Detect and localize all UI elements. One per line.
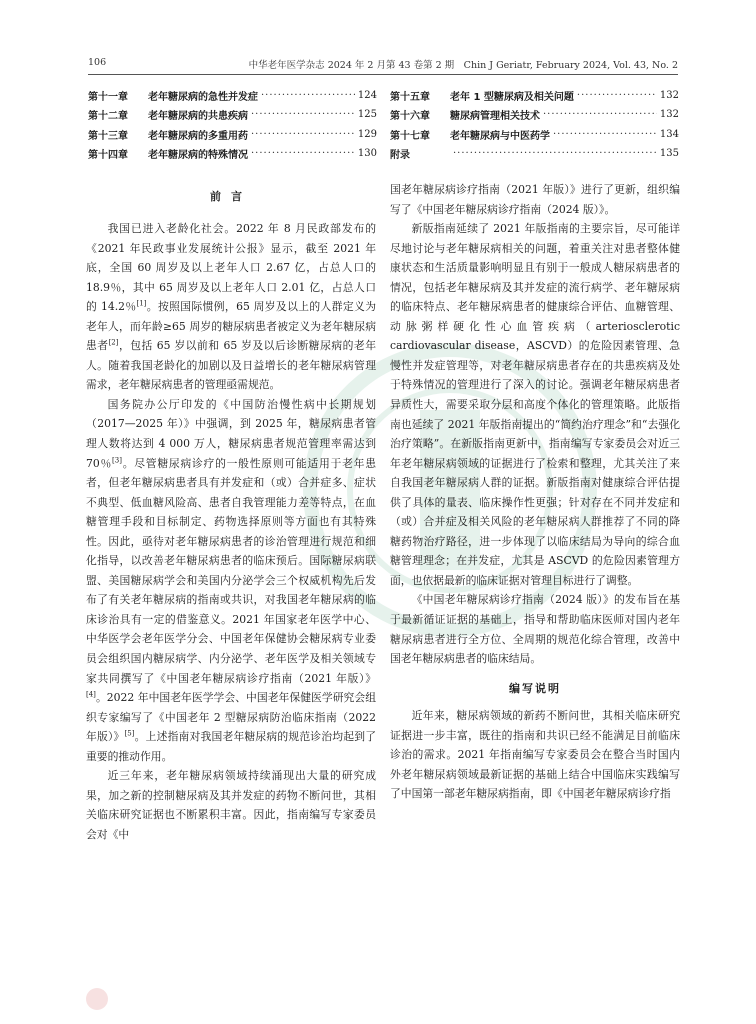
preface-paragraph: 近三年来，老年糖尿病领域持续涌现出大量的研究成果，加之新的控制糖尿病及其并发症的药物不断问世，其相关临床研究证据也不断累积丰富。因此，指南编写专家委员会对《中 [86,769,376,841]
toc-chapter: 第十一章 [88,92,128,104]
toc-leader [261,90,355,101]
toc-leader [543,109,657,120]
writing-notes-paragraph: 近年来，糖尿病领域的新药不断问世，其相关临床研究证据进一步丰富，既往的指南和共识已经不能满足目前临床诊治的需求。2021 年指南编写专家委员会在整合当时国内外老年糖尿病领域最新证据的基础上结合中国临床实践编写了中国第一部老年糖尿病指南，即《中国老年糖尿病诊疗指 [390,709,680,801]
toc-chapter: 第十七章 [390,130,430,142]
toc-leader [577,90,657,101]
toc-right-column [390,86,679,163]
toc-entry [88,144,377,163]
toc-chapter: 第十五章 [390,92,430,104]
toc-chapter: 第十六章 [390,111,430,123]
toc-entry [88,86,377,105]
preface-paragraph: 新版指南延续了 2021 年版指南的主要宗旨，尽可能详尽地讨论与老年糖尿病相关的问题，着重关注对患者整体健康状态和生活质量影响明显且有别于一般成人糖尿病患者的情况，包括老年糖尿病及其并发症的流行病学、老年糖尿病的临床特点、老年糖尿病患者的健康综合评估、血糖管理、动脉粥样硬化性心血管疾病（arteriosclerotic cardiovascular disease，ASCVD）的危险因素管理、急慢性并发症管理等，对老年糖尿病患者存在的共患疾病及处于特殊情况的管理进行了深入的讨论。强调老年糖尿病患者异质性大，需要采取分层和高度个体化的管理策略。此版指南也延续了 2021 年版指南提出的“简约治疗理念”和“去强化治疗策略”。在新版指南更新中，指南编写专家委员会对近三年老年糖尿病领域的证据进行了检索和整理，尤其关注了来自我国老年糖尿病人群的证据。新版指南对健康综合评估提供了具体的量表、临床操作性更强；针对存在不同并发症和（或）合并症及相关风险的老年糖尿病人群推荐了不同的降糖药物治疗路径，进一步体现了以临床结局为导向的综合血糖管理理念；在并发症，尤其是 ASCVD 的危险因素管理方面，也依据最新的临床证据对管理目标进行了调整。 [390,222,680,587]
toc-chapter: 第十四章 [88,150,128,162]
toc-title: 老年糖尿病的多重用药 [148,130,248,142]
toc-page: 124 [357,90,377,102]
page-number: 106 [88,57,107,68]
preface-paragraph-continued: 国老年糖尿病诊疗指南（2021 年版）》进行了更新，组织编写了《中国老年糖尿病诊疗指南（2024 版）》。 [390,183,680,216]
toc-chapter: 附录 [390,150,410,162]
citation-ref: [4] [86,690,96,699]
toc-title: 糖尿病管理相关技术 [450,111,540,123]
publisher-logo [86,988,306,1012]
toc-title: 老年糖尿病的共患疾病 [148,111,248,123]
toc-page: 134 [659,128,679,140]
toc-chapter: 第十二章 [88,111,128,123]
toc-leader [251,109,355,120]
toc-entry [88,105,377,124]
toc-entry [390,144,679,163]
right-text-column [390,180,680,804]
citation-ref: [1] [136,299,147,308]
toc-page: 129 [357,128,377,140]
writing-notes-heading: 编写说明 [509,681,561,695]
toc-page: 132 [659,90,679,102]
citation-ref: [2] [108,338,119,347]
citation-ref: [3] [112,455,122,464]
journal-citation: 中华老年医学杂志 2024 年 2 月第 43 卷第 2 期 Chin J Geriatr, February 2024, Vol. 43, No. 2 [248,60,678,71]
toc-entry [390,125,679,144]
toc-entry [390,86,679,105]
toc-title: 老年糖尿病的急性并发症 [148,92,258,104]
toc-page: 135 [659,148,679,160]
toc-entry [390,105,679,124]
toc-leader [553,129,657,140]
toc-page: 130 [357,148,377,160]
toc-page: 132 [659,109,679,121]
toc-title: 老年糖尿病的特殊情况 [148,150,248,162]
citation-ref: [5] [124,729,135,738]
preface-paragraph: 《中国老年糖尿病诊疗指南（2024 版）》的发布旨在基于最新循证证据的基础上，指导和帮助临床医师对国内老年糖尿病患者进行全方位、全周期的规范化综合管理，改善中国老年糖尿病患者的临床结局。 [390,593,680,666]
preface-heading: 前言 [210,190,252,203]
toc-leader [453,148,657,159]
header-rule [88,74,678,75]
toc-entry [88,125,377,144]
toc-page: 125 [357,109,377,121]
left-text-column [86,185,376,845]
toc-leader [251,148,355,159]
toc-left-column [88,86,377,163]
running-header [88,57,678,73]
toc-title: 老年 1 型糖尿病及相关问题 [450,92,574,104]
preface-paragraph: 国务院办公厅印发的《中国防治慢性病中长期规划（2017—2025 年）》中强调，到 2025 年，糖尿病患者管理人数将达到 4 000 万人，糖尿病患者规范管理率需达到 70％[3]。尽管糖尿病诊疗的一般性原则可能适用于老年患者，但老年糖尿病患者具有并发症和（或）合并症多、症状不典型、低血糖风险高、患者自我管理能力差等特点，在血糖管理手段和目标制定、药物选择原则等方面也有其特殊性。因此，亟待对老年糖尿病患者的诊治管理进行规范和细化指导，以改善老年糖尿病患者的临床预后。国际糖尿病联盟、美国糖尿病学会和美国内分泌学会三个权威机构先后发布了有关老年糖尿病的指南或共识，对我国老年糖尿病的临床诊治具有一定的借鉴意义。2021 年国家老年医学中心、中华医学会老年医学分会、中国老年保健协会糖尿病专业委员会组织国内糖尿病学、内分泌学、老年医学及相关领域专家共同撰写了《中国老年糖尿病诊疗指南（2021 年版）》[4]。2022 年中国老年医学学会、中国老年保健医学研究会组织专家编写了《中国老年 2 型糖尿病防治临床指南（2022 年版）》[5]。上述指南对我国老年糖尿病的规范诊治均起到了重要的推动作用。 [86,397,377,763]
toc-leader [251,129,355,140]
preface-paragraph: 我国已进入老龄化社会。2022 年 8 月民政部发布的《2021 年民政事业发展统计公报》显示，截至 2021 年底，全国 60 周岁及以上老年人口 2.67 亿，占总人口的 18.9％，其中 65 周岁及以上老年人口 2.01 亿，占总人口的 14.2％[1]。按照国际惯例，65 周岁及以上的人群定义为老年人，而年龄≥65 周岁的糖尿病患者被定义为老年糖尿病患者[2]，包括 65 岁以前和 65 岁及以后诊断糖尿病的老年人。随着我国老龄化的加剧以及日益增长的老年糖尿病管理需求，老年糖尿病患者的管理亟需规范。 [86,222,376,392]
toc-title: 老年糖尿病与中医药学 [450,130,550,142]
logo-icon [86,988,108,1010]
toc-chapter: 第十三章 [88,130,128,142]
